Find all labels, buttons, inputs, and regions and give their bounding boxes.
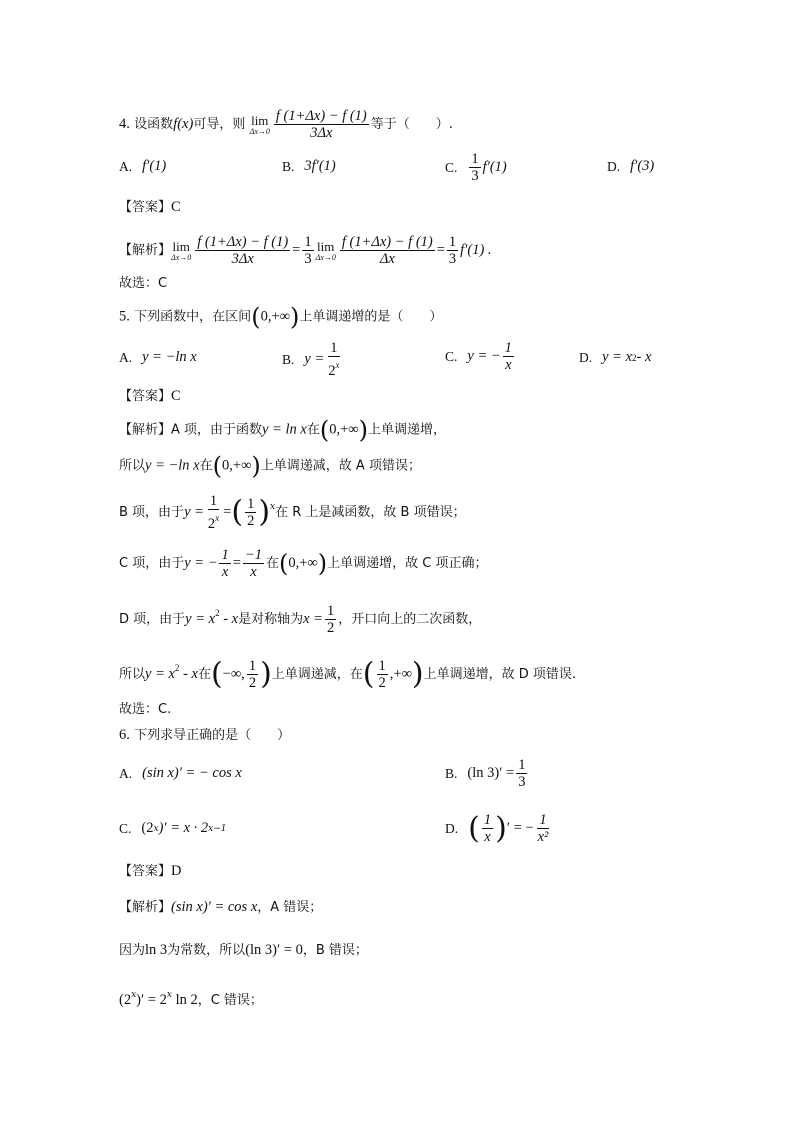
paren: ( — [210, 656, 223, 692]
q5-answer — [119, 387, 181, 406]
option-label: B. — [282, 351, 295, 367]
paren: ( — [468, 810, 480, 846]
option-label: C. — [445, 159, 458, 175]
option-label: D. — [445, 820, 459, 836]
numerator: f (1+Δx) − f (1) — [275, 108, 367, 124]
base: 2 — [328, 363, 336, 379]
denominator: 3Δx — [310, 125, 333, 141]
text: ，开口向上的二次函数， — [338, 612, 482, 627]
fraction — [274, 108, 369, 141]
text: 故选：C — [119, 276, 168, 291]
fraction — [195, 234, 290, 267]
math: f(x) — [173, 116, 194, 132]
denominator: 3Δx — [231, 251, 254, 267]
math: y = − — [184, 555, 218, 571]
q5-analysis-line-2 — [119, 454, 421, 478]
option-text: )′ = x · 2 — [158, 820, 209, 836]
math: )′ = 2 — [136, 992, 167, 1008]
option-text: y = −ln x — [142, 349, 197, 365]
numerator: 1 — [248, 658, 257, 674]
text: 上单调递增，故 D 项错误. — [423, 667, 577, 682]
q4-option-b — [282, 158, 336, 175]
q4-option-d — [607, 158, 654, 175]
numerator: 1 — [209, 493, 218, 509]
exponent: x−1 — [208, 823, 227, 834]
text: 所以 — [119, 667, 146, 682]
q4-stem — [119, 108, 453, 141]
analysis-tag: 【解析】 — [119, 243, 172, 258]
option-label: D. — [607, 158, 621, 174]
option-label: B. — [445, 765, 458, 781]
q4-option-c — [445, 151, 507, 184]
equals: = — [292, 242, 301, 258]
math: 0,+∞ — [329, 421, 359, 438]
option-text: (sin x)′ = − cos x — [142, 765, 242, 781]
option-label: B. — [282, 158, 295, 174]
q6-option-a — [119, 765, 242, 782]
exponent: 2 — [632, 352, 637, 363]
math: (sin x)′ = cos x — [171, 899, 258, 915]
q5-analysis-line-1 — [119, 418, 446, 442]
fraction — [245, 496, 256, 529]
q4-option-a — [119, 158, 166, 175]
denominator: 2 — [378, 675, 386, 691]
text: 上单调递增，故 C 项正确； — [327, 556, 488, 571]
exponent: x — [131, 990, 137, 1000]
limit — [316, 240, 336, 262]
option-text: f′(1) — [142, 158, 167, 174]
text: 上单调递减，故 A 项错误； — [260, 458, 421, 474]
q5-analysis-line-4 — [119, 547, 487, 580]
paren: ( — [319, 416, 330, 444]
numerator: 1 — [330, 340, 338, 356]
numerator: f (1+Δx) − f (1) — [197, 234, 289, 250]
option-label: D. — [579, 349, 593, 365]
text: 为常数，所以 — [167, 943, 246, 958]
text: 在 — [197, 667, 211, 682]
paren: ) — [495, 810, 507, 846]
lim-sub: Δx→0 — [171, 252, 192, 262]
text: 上单调递增的是（ ） — [299, 309, 443, 325]
math: ln 3 — [145, 942, 168, 958]
option-label: A. — [119, 765, 133, 781]
fraction — [206, 493, 221, 532]
q4-choose — [119, 274, 167, 293]
math: 0,+∞ — [288, 555, 318, 571]
q5-option-d — [579, 349, 651, 366]
q4-analysis — [119, 234, 492, 267]
text: 因为 — [119, 943, 146, 958]
question-number: 5. — [119, 308, 130, 325]
numerator: −1 — [244, 547, 262, 563]
lim-word: lim — [317, 238, 335, 254]
q5-choose — [119, 700, 171, 719]
math: - x — [219, 611, 239, 627]
math: 0,+∞ — [222, 457, 252, 474]
q5-analysis-line-5 — [119, 603, 481, 636]
lim-word: lim — [251, 112, 269, 128]
q6-stem — [119, 726, 290, 745]
exponent: x — [270, 502, 276, 512]
text: 等于（ ）. — [370, 117, 453, 132]
paren: ( — [278, 549, 289, 578]
lim-word: lim — [172, 238, 190, 254]
fraction — [536, 812, 551, 845]
denominator: 3 — [304, 251, 312, 267]
option-label: A. — [119, 349, 133, 365]
text: 是对称轴为 — [238, 612, 304, 627]
lim-sub: Δx→0 — [249, 126, 270, 136]
exponent: 2 — [174, 663, 180, 673]
numerator: 1 — [518, 757, 526, 773]
denominator: 2 — [248, 675, 257, 691]
text: 设函数 — [134, 117, 174, 132]
denominator: Δx — [379, 251, 395, 267]
math: (ln 3)′ = 0 — [245, 942, 303, 958]
q6-answer — [119, 862, 182, 881]
q5-option-b — [282, 340, 344, 379]
text: 所以 — [119, 458, 146, 474]
answer-tag: 【答案】 — [119, 389, 172, 404]
denominator: x — [484, 829, 491, 845]
equals: = — [223, 504, 232, 520]
math: y = ln x — [262, 421, 307, 438]
fraction — [243, 547, 264, 580]
text: A 项，由于函数 — [171, 422, 263, 438]
q4-answer — [119, 198, 181, 217]
paren: ) — [260, 656, 272, 692]
option-text: (2 — [141, 820, 154, 836]
text: ，C 错误； — [197, 993, 263, 1008]
text: 在 — [306, 422, 320, 438]
math: ln 2 — [171, 992, 198, 1008]
question-number: 4. — [119, 116, 130, 132]
option-text: y = x — [602, 349, 633, 365]
q6-analysis-line-3 — [119, 986, 263, 1010]
lim-sub: Δx→0 — [315, 252, 336, 262]
option-label: A. — [119, 158, 133, 174]
math: 0,+∞ — [260, 308, 290, 325]
numerator: 1 — [221, 547, 229, 563]
numerator: 1 — [448, 234, 457, 250]
equals: = — [436, 242, 445, 258]
answer-value: D — [171, 863, 182, 879]
q5-option-a — [119, 349, 197, 366]
fraction — [377, 658, 388, 691]
denominator — [206, 510, 221, 532]
denominator — [326, 357, 341, 379]
denominator: x — [505, 357, 512, 373]
math: x = — [303, 611, 323, 627]
text: 可导，则 — [193, 117, 246, 132]
text: B 项，由于 — [119, 505, 185, 520]
answer-value: C — [171, 388, 181, 404]
q6-analysis-line-2 — [119, 941, 368, 960]
fraction — [326, 340, 341, 379]
paren: ) — [258, 494, 271, 530]
exponent: x — [215, 513, 220, 523]
option-text: y = — [304, 351, 325, 367]
denominator: 3 — [518, 774, 526, 790]
denominator: 2 — [247, 513, 255, 529]
paren: ) — [317, 549, 328, 578]
numerator: f (1+Δx) − f (1) — [341, 234, 433, 250]
exponent: x — [335, 360, 340, 370]
answer-value: C — [171, 199, 181, 215]
text: 在 — [265, 556, 279, 571]
limit — [250, 114, 270, 136]
q5-analysis-line-3 — [119, 493, 466, 532]
denominator: x — [250, 564, 257, 580]
math: - x — [179, 666, 198, 682]
text: 在 R 上是减函数，故 B 项错误； — [275, 505, 466, 520]
option-label: C. — [445, 348, 458, 364]
paren: ) — [411, 656, 424, 692]
option-text: - x — [636, 349, 652, 365]
numerator: 1 — [247, 496, 255, 512]
analysis-tag: 【解析】 — [119, 900, 172, 915]
numerator: 1 — [471, 151, 479, 167]
text: 故选：C. — [119, 702, 172, 717]
text: ，B 错误； — [302, 943, 368, 958]
option-text: f′(1) — [482, 159, 507, 175]
option-text: f′(3) — [630, 158, 655, 174]
answer-tag: 【答案】 — [119, 864, 172, 879]
math: y = — [184, 504, 204, 520]
option-text: y = − — [467, 348, 501, 364]
math: y = x — [185, 611, 216, 627]
fraction — [516, 757, 527, 790]
fraction — [469, 151, 480, 184]
fraction — [503, 340, 514, 373]
numerator: 1 — [483, 812, 492, 828]
denominator: 2 — [326, 620, 335, 636]
q5-stem — [119, 305, 442, 329]
limit — [171, 240, 191, 262]
math: ′ = − — [506, 820, 534, 836]
text: C 项，由于 — [119, 556, 185, 571]
math: y = −ln x — [145, 457, 200, 474]
q6-option-b — [445, 757, 529, 790]
answer-tag: 【答案】 — [119, 200, 172, 215]
text: 在 — [199, 458, 213, 474]
text: 下列函数中，在区间 — [134, 309, 252, 325]
math: f′(1) . — [460, 242, 492, 258]
exponent: x — [166, 990, 172, 1000]
text: 上单调递增， — [368, 422, 447, 438]
numerator: 1 — [326, 603, 335, 619]
paren: ) — [251, 452, 261, 480]
denominator: x — [221, 564, 229, 580]
fraction — [447, 234, 458, 267]
text: 下列求导正确的是（ ） — [134, 728, 291, 743]
paren: ( — [231, 494, 244, 530]
fraction — [325, 603, 336, 636]
text: ，A 错误； — [257, 900, 323, 915]
base: 2 — [207, 516, 216, 532]
paren: ( — [362, 656, 375, 692]
math: y = x — [145, 666, 175, 682]
fraction — [482, 812, 493, 845]
math: −∞, — [222, 666, 245, 682]
paren: ) — [358, 416, 369, 444]
fraction — [247, 658, 258, 691]
fraction — [302, 234, 313, 267]
q6-analysis-line-1 — [119, 898, 322, 917]
math: (2 — [119, 992, 132, 1008]
fraction — [219, 547, 230, 580]
fraction — [340, 234, 435, 267]
option-text: (ln 3)′ = — [467, 765, 515, 781]
exponent: x — [153, 823, 159, 834]
question-number: 6. — [119, 727, 130, 743]
option-text: 3f′(1) — [304, 158, 336, 174]
equals: = — [232, 555, 241, 571]
numerator: 1 — [504, 340, 512, 356]
numerator: 1 — [304, 234, 312, 250]
paren: ( — [212, 452, 223, 480]
exponent: 2 — [215, 608, 220, 618]
option-label: C. — [119, 820, 132, 836]
analysis-tag: 【解析】 — [119, 422, 172, 438]
denominator: 3 — [448, 251, 457, 267]
numerator: 1 — [539, 812, 547, 828]
q6-option-c — [119, 820, 227, 837]
q5-option-c — [445, 340, 516, 373]
text: 上单调递减，在 — [271, 667, 363, 682]
denominator: 3 — [471, 168, 479, 184]
q6-option-d — [445, 812, 552, 845]
paren: ( — [251, 303, 261, 331]
math: ,+∞ — [389, 666, 412, 682]
denominator: x² — [537, 829, 549, 845]
paren: ) — [289, 303, 300, 331]
q5-analysis-line-6 — [119, 658, 576, 691]
numerator: 1 — [378, 658, 386, 674]
text: D 项，由于 — [119, 612, 186, 627]
